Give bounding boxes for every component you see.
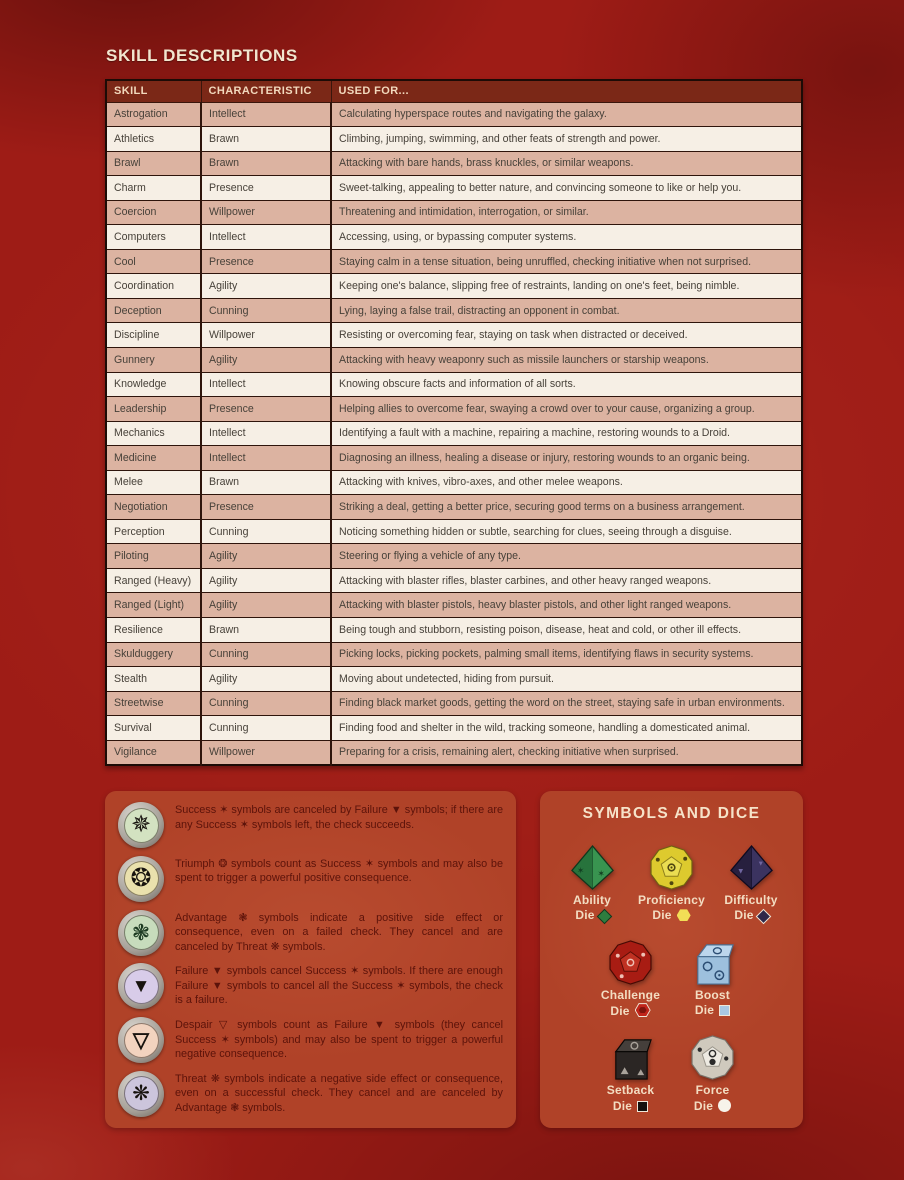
characteristic-cell: Intellect (201, 372, 331, 397)
die-word: Die (734, 908, 754, 923)
skill-cell: Charm (106, 176, 201, 201)
boost-die-label (695, 988, 730, 1019)
medallion-glyph: ❋ (124, 1076, 159, 1111)
symbol-explanation-text: Despair ▽ symbols count as Failure ▼ symbols (they cancel Success ✶ symbols) and may also be spent to trigger a powerful negative consequence. (175, 1019, 503, 1061)
characteristic-cell: Willpower (201, 200, 331, 225)
symbol-legend-panel (105, 791, 516, 1128)
symbol-explanation-row (118, 856, 503, 902)
skill-cell: Deception (106, 298, 201, 323)
medallion-glyph: ❂ (124, 861, 159, 896)
table-row (106, 298, 802, 323)
skill-cell: Streetwise (106, 691, 201, 716)
table-header-row (106, 80, 802, 102)
symbol-explanation-row (118, 1071, 503, 1117)
table-row (106, 274, 802, 299)
used-for-cell: Calculating hyperspace routes and navigating the galaxy. (331, 102, 802, 127)
advantage-medallion-icon (118, 910, 164, 956)
used-for-cell: Attacking with blaster rifles, blaster carbines, and other heavy ranged weapons. (331, 568, 802, 593)
die-name: Proficiency (638, 893, 705, 907)
table-row (106, 421, 802, 446)
characteristic-cell: Presence (201, 249, 331, 274)
skill-cell: Knowledge (106, 372, 201, 397)
ability-die-label (573, 893, 611, 924)
symbol-explanation-row (118, 802, 503, 848)
medallion-glyph: ▼ (124, 969, 159, 1004)
boost-die-icon (689, 939, 736, 986)
symbol-explanation-text: Success ✶ symbols are canceled by Failure ▼ symbols; if there are any Success ✶ symbols left, the check succeeds. (175, 804, 503, 831)
table-row (106, 446, 802, 471)
dice-row-3 (554, 1034, 789, 1114)
difficulty-die-shape-icon (757, 910, 770, 923)
characteristic-cell: Brawn (201, 617, 331, 642)
used-for-cell: Accessing, using, or bypassing computer systems. (331, 225, 802, 250)
table-row (106, 151, 802, 176)
die-word: Die (610, 1004, 630, 1019)
table-row (106, 495, 802, 520)
used-for-cell: Finding food and shelter in the wild, tracking someone, handling a domesticated animal. (331, 716, 802, 741)
die-name: Force (695, 1083, 730, 1098)
skill-cell: Piloting (106, 544, 201, 569)
table-row (106, 127, 802, 152)
skill-cell: Coordination (106, 274, 201, 299)
table-row (106, 642, 802, 667)
table-row (106, 544, 802, 569)
used-for-cell: Threatening and intimidation, interrogation, or similar. (331, 200, 802, 225)
die-word: Die (652, 908, 672, 923)
skill-cell: Cool (106, 249, 201, 274)
used-for-cell: Identifying a fault with a machine, repairing a machine, restoring wounds to a Droid. (331, 421, 802, 446)
table-row (106, 691, 802, 716)
challenge-die-label (601, 988, 660, 1020)
table-row (106, 347, 802, 372)
skills-table (105, 79, 803, 766)
challenge-die (593, 939, 669, 1020)
dice-panel-title: SYMBOLS AND DICE (582, 805, 761, 822)
table-row (106, 176, 802, 201)
svg-text:▼: ▼ (756, 860, 764, 868)
force-die (675, 1034, 751, 1114)
table-row (106, 372, 802, 397)
table-row (106, 200, 802, 225)
characteristic-cell: Presence (201, 495, 331, 520)
skill-cell: Ranged (Light) (106, 593, 201, 618)
symbol-explanation-text: Advantage ❃ symbols indicate a positive side effect or consequence, even on a failed check. They cancel and are canceled by Threat ❋ symbols. (175, 911, 503, 953)
svg-text:▼: ▼ (736, 866, 745, 876)
characteristic-cell: Agility (201, 347, 331, 372)
setback-die (593, 1034, 669, 1114)
table-row (106, 397, 802, 422)
symbol-explanation-row (118, 910, 503, 956)
ability-die-shape-icon (598, 910, 611, 923)
used-for-cell: Knowing obscure facts and information of all sorts. (331, 372, 802, 397)
characteristic-cell: Agility (201, 568, 331, 593)
skill-cell: Medicine (106, 446, 201, 471)
table-row (106, 249, 802, 274)
setback-die-shape-icon (637, 1101, 648, 1112)
characteristic-cell: Cunning (201, 298, 331, 323)
skill-cell: Ranged (Heavy) (106, 568, 201, 593)
symbol-explanation-text: Failure ▼ symbols cancel Success ✶ symbols. If there are enough Failure ▼ symbols to cancel all the Success ✶ symbols, the check is a failure. (175, 965, 503, 1007)
characteristic-cell: Willpower (201, 740, 331, 765)
skill-cell: Leadership (106, 397, 201, 422)
die-name: Difficulty (724, 893, 778, 907)
skill-cell: Gunnery (106, 347, 201, 372)
svg-text:✶: ✶ (596, 868, 605, 879)
table-row (106, 470, 802, 495)
force-die-label (694, 1083, 731, 1114)
symbol-explanation-row (118, 963, 503, 1009)
used-for-cell: Noticing something hidden or subtle, searching for clues, seeing through a disguise. (331, 519, 802, 544)
force-die-icon (689, 1034, 736, 1081)
difficulty-die-label (724, 893, 777, 924)
skill-cell: Brawl (106, 151, 201, 176)
die-word: Die (694, 1003, 715, 1018)
force-die-shape-icon (718, 1099, 731, 1112)
medallion-glyph: ❃ (124, 915, 159, 950)
table-row (106, 323, 802, 348)
difficulty-die (713, 844, 789, 924)
used-for-cell: Helping allies to overcome fear, swaying a crowd over to your cause, organizing a group. (331, 397, 802, 422)
symbol-explanation-text: Triumph ❂ symbols count as Success ✶ symbols and may also be spent to trigger a powerful positive consequence. (175, 857, 503, 885)
used-for-cell: Moving about undetected, hiding from pursuit. (331, 667, 802, 692)
characteristic-cell: Cunning (201, 642, 331, 667)
skills-table-body (106, 102, 802, 765)
table-row (106, 617, 802, 642)
setback-die-label (607, 1083, 654, 1114)
used-for-cell: Diagnosing an illness, healing a disease or injury, restoring wounds to an organic being. (331, 446, 802, 471)
medallion-glyph: ✵ (124, 808, 159, 843)
threat-medallion-icon (118, 1071, 164, 1117)
die-word: Die (693, 1098, 714, 1113)
proficiency-die-shape-icon (677, 909, 691, 921)
used-for-cell: Keeping one's balance, slipping free of restraints, landing on one's feet, being nimble. (331, 274, 802, 299)
characteristic-cell: Cunning (201, 519, 331, 544)
ability-die-icon (569, 844, 616, 891)
characteristic-cell: Brawn (201, 470, 331, 495)
boost-die (675, 939, 751, 1020)
skill-cell: Resilience (106, 617, 201, 642)
table-row (106, 225, 802, 250)
die-name: Setback (606, 1083, 655, 1098)
skills-table-wrap (105, 79, 803, 766)
skill-cell: Skulduggery (106, 642, 201, 667)
used-for-cell: Steering or flying a vehicle of any type. (331, 544, 802, 569)
characteristic-cell: Intellect (201, 102, 331, 127)
dice-row-1 (554, 844, 789, 924)
used-for-cell: Finding black market goods, getting the word on the street, staying safe in urban environments. (331, 691, 802, 716)
used-for-cell: Lying, laying a false trail, distracting an opponent in combat. (331, 298, 802, 323)
skill-cell: Coercion (106, 200, 201, 225)
skill-cell: Mechanics (106, 421, 201, 446)
table-row (106, 102, 802, 127)
used-for-cell: Picking locks, picking pockets, palming small items, identifying flaws in security systems. (331, 642, 802, 667)
used-for-cell: Resisting or overcoming fear, staying on task when distracted or deceived. (331, 323, 802, 348)
die-name: Ability (572, 893, 612, 907)
characteristic-cell: Cunning (201, 716, 331, 741)
skill-cell: Discipline (106, 323, 201, 348)
col-header-skill: SKILL (106, 80, 201, 102)
page-title: SKILL DESCRIPTIONS (106, 46, 298, 65)
dice-row-2 (554, 939, 789, 1020)
medallion-glyph: ▽ (124, 1023, 159, 1058)
table-row (106, 519, 802, 544)
characteristic-cell: Intellect (201, 421, 331, 446)
characteristic-cell: Presence (201, 176, 331, 201)
skill-cell: Perception (106, 519, 201, 544)
proficiency-die-label (638, 893, 705, 924)
skill-cell: Negotiation (106, 495, 201, 520)
used-for-cell: Attacking with blaster pistols, heavy blaster pistols, and other light ranged weapons. (331, 593, 802, 618)
used-for-cell: Being tough and stubborn, resisting poison, disease, heat and cold, or other ill effects. (331, 617, 802, 642)
col-header-used-for: USED FOR... (331, 80, 802, 102)
die-name: Challenge (600, 987, 661, 1002)
die-word: Die (612, 1098, 633, 1113)
table-row (106, 593, 802, 618)
table-row (106, 568, 802, 593)
proficiency-die-icon (648, 844, 695, 891)
challenge-die-icon (607, 939, 654, 986)
success-medallion-icon (118, 802, 164, 848)
triumph-medallion-icon (118, 856, 164, 902)
used-for-cell: Striking a deal, getting a better price, securing good terms on a business arrangement. (331, 495, 802, 520)
skill-cell: Vigilance (106, 740, 201, 765)
used-for-cell: Climbing, jumping, swimming, and other feats of strength and power. (331, 127, 802, 152)
characteristic-cell: Intellect (201, 225, 331, 250)
skill-cell: Survival (106, 716, 201, 741)
despair-medallion-icon (118, 1017, 164, 1063)
used-for-cell: Attacking with bare hands, brass knuckles, or similar weapons. (331, 151, 802, 176)
col-header-characteristic: CHARACTERISTIC (201, 80, 331, 102)
symbol-explanation-row (118, 1017, 503, 1063)
difficulty-die-icon (728, 844, 775, 891)
characteristic-cell: Agility (201, 667, 331, 692)
used-for-cell: Staying calm in a tense situation, being unruffled, checking initiative when not surprised. (331, 249, 802, 274)
characteristic-cell: Agility (201, 593, 331, 618)
setback-die-icon (607, 1034, 654, 1081)
table-row (106, 716, 802, 741)
used-for-cell: Preparing for a crisis, remaining alert, checking initiative when surprised. (331, 740, 802, 765)
table-row (106, 667, 802, 692)
svg-text:✶: ✶ (576, 865, 584, 876)
characteristic-cell: Intellect (201, 446, 331, 471)
characteristic-cell: Agility (201, 274, 331, 299)
symbol-explanation-text: Threat ❋ symbols indicate a negative side effect or consequence, even on a successful check. They cancel and are canceled by Advantage ❃ symbols. (175, 1072, 503, 1114)
used-for-cell: Attacking with heavy weaponry such as missile launchers or starship weapons. (331, 347, 802, 372)
characteristic-cell: Agility (201, 544, 331, 569)
die-word: Die (575, 908, 595, 923)
proficiency-die (634, 844, 710, 924)
skill-cell: Stealth (106, 667, 201, 692)
characteristic-cell: Willpower (201, 323, 331, 348)
table-row (106, 740, 802, 765)
characteristic-cell: Brawn (201, 151, 331, 176)
skill-cell: Computers (106, 225, 201, 250)
used-for-cell: Sweet-talking, appealing to better nature, and convincing someone to like or help you. (331, 176, 802, 201)
used-for-cell: Attacking with knives, vibro-axes, and other melee weapons. (331, 470, 802, 495)
skill-cell: Athletics (106, 127, 201, 152)
characteristic-cell: Presence (201, 397, 331, 422)
die-name: Boost (695, 987, 730, 1002)
skill-cell: Melee (106, 470, 201, 495)
characteristic-cell: Cunning (201, 691, 331, 716)
characteristic-cell: Brawn (201, 127, 331, 152)
skill-cell: Astrogation (106, 102, 201, 127)
challenge-die-shape-icon (635, 1003, 651, 1017)
failure-medallion-icon (118, 963, 164, 1009)
boost-die-shape-icon (719, 1005, 730, 1016)
symbols-and-dice-panel (540, 791, 803, 1128)
ability-die (554, 844, 630, 924)
